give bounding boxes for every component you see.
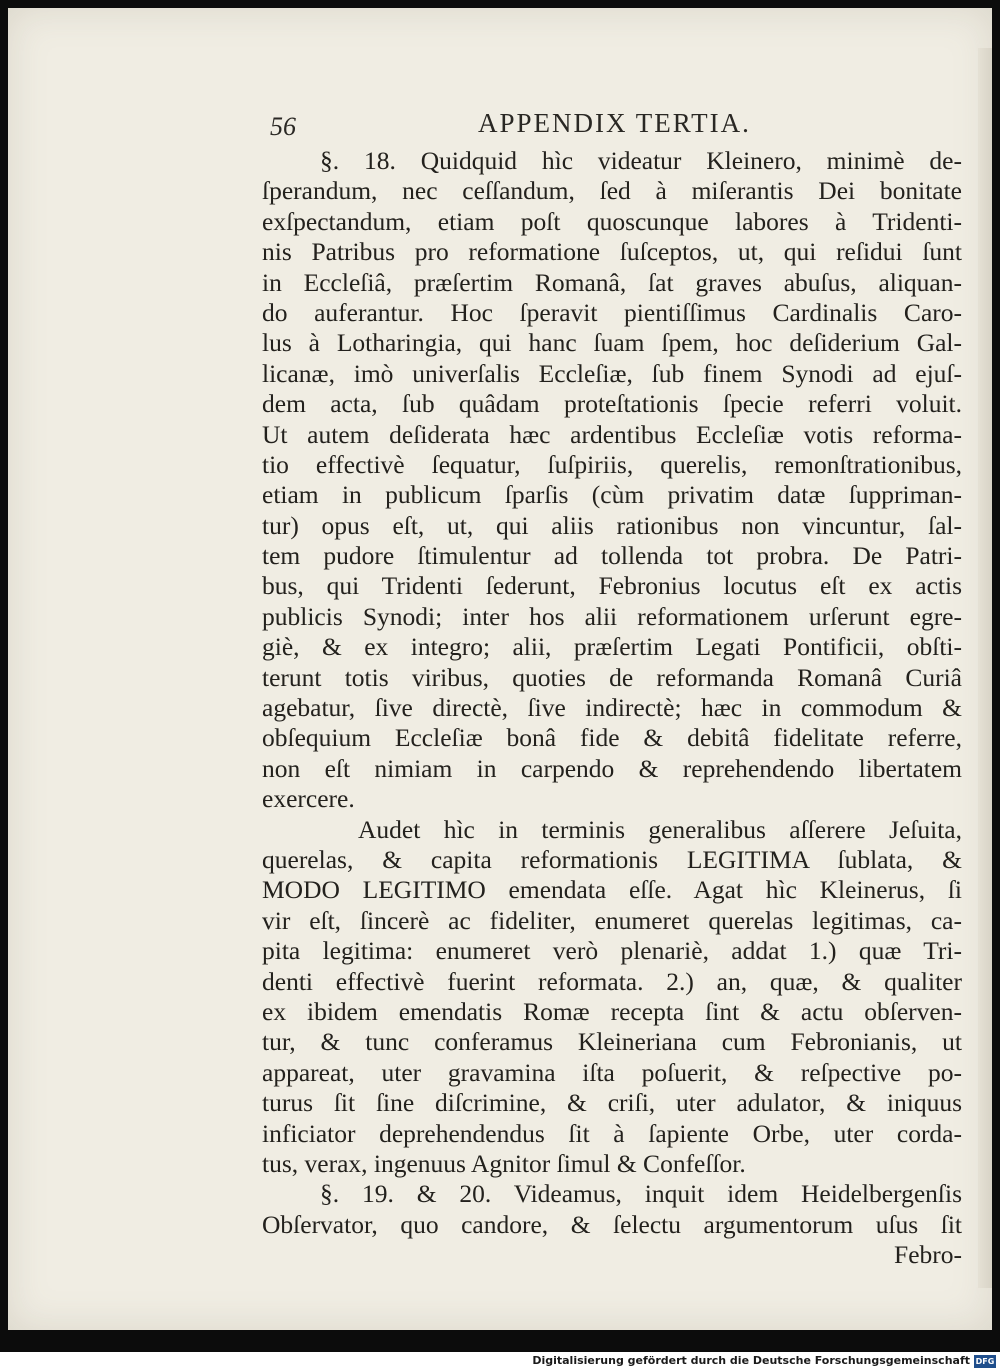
- text-line: tur) opus eſt, ut, qui aliis rationibus non vincuntur, ſal-: [262, 510, 962, 540]
- dfg-logo-icon: DFG: [975, 1357, 995, 1366]
- text-line: non eſt nimiam in carpendo & reprehendendo libertatem: [262, 753, 962, 783]
- text-line: MODO LEGITIMO emendata eſſe. Agat hìc Kleinerus, ſi: [262, 875, 962, 905]
- text-line: do auferantur. Hoc ſperavit pientiſſimus Cardinalis Caro-: [262, 297, 962, 327]
- text-line: tur, & tunc conferamus Kleineriana cum Febronianis, ut: [262, 1027, 962, 1057]
- text-line: Ut autem deſiderata hæc ardentibus Eccleſiæ votis reforma-: [262, 419, 962, 449]
- text-line: Obſervator, quo candore, & ſelectu argumentorum uſus ſit: [262, 1209, 962, 1239]
- text-line: Audet hìc in terminis generalibus aſſerere Jeſuita,: [358, 814, 962, 844]
- page-edge: [978, 48, 992, 1288]
- text-line: exercere.: [262, 784, 355, 814]
- text-line: agebatur, ſive directè, ſive indirectè; hæc in commodum &: [262, 693, 962, 723]
- text-line: publicis Synodi; inter hos alii reformationem urſerunt egre-: [262, 601, 962, 631]
- text-line: appareat, uter gravamina iſta poſuerit, & reſpective po-: [262, 1057, 962, 1087]
- text-line: §. 18. Quidquid hìc videatur Kleinero, minimè de-: [320, 146, 962, 175]
- text-line: nis Patribus pro reformatione ſuſceptos, ut, qui reſidui ſunt: [262, 237, 962, 267]
- text-line: turus ſit ſine diſcrimine, & criſi, uter adulator, & iniquus: [262, 1088, 962, 1118]
- text-line: tem pudore ſtimulentur ad tollenda tot probra. De Patri-: [262, 541, 962, 571]
- text-line: tio effectivè ſequatur, ſuſpiriis, querelis, remonſtrationibus,: [262, 449, 962, 479]
- page-header: [270, 106, 790, 146]
- text-line: tus, verax, ingenuus Agnitor ſimul & Confeſſor.: [262, 1148, 746, 1178]
- text-line: terunt totis viribus, quoties de reformanda Romanâ Curiâ: [262, 662, 962, 692]
- text-line: §. 19. & 20. Videamus, inquit idem Heidelbergenſis: [320, 1179, 962, 1209]
- text-line: lus à Lotharingia, qui hanc ſuam ſpem, hoc deſiderium Gal-: [262, 328, 962, 358]
- text-line: dem acta, ſub quâdam proteſtationis ſpecie referri voluit.: [262, 389, 962, 419]
- text-line: bus, qui Tridenti ſederunt, Febronius locutus eſt ex actis: [262, 571, 962, 601]
- funding-credit: Digitalisierung gefördert durch die Deutsche Forschungsgemeinschaft: [532, 1354, 970, 1367]
- text-line: obſequium Eccleſiæ bonâ fide & debitâ fidelitate referre,: [262, 723, 962, 753]
- text-line: etiam in publicum ſparſis (cùm privatim datæ ſuppriman-: [262, 480, 962, 510]
- text-line: ſperandum, nec ceſſandum, ſed à miſerantis Dei bonitate: [262, 176, 962, 206]
- text-line: denti effectivè fuerint reformata. 2.) an, quæ, & qualiter: [262, 966, 962, 996]
- text-line: inficiator deprehendendus ſit à ſapiente Orbe, uter corda-: [262, 1118, 962, 1148]
- text-line: giè, & ex integro; alii, præſertim Legati Pontificii, obſti-: [262, 632, 962, 662]
- text-line: licanæ, imò univerſalis Eccleſiæ, ſub finem Synodi ad ejuſ-: [262, 358, 962, 388]
- running-head: APPENDIX TERTIA.: [478, 108, 751, 138]
- text-line: querelas, & capita reformationis LEGITIMA ſublata, &: [262, 844, 962, 874]
- text-line: ex ibidem emendatis Romæ recepta ſint & actu obſerven-: [262, 996, 962, 1026]
- text-line: in Eccleſiâ, præſertim Romanâ, ſat graves abuſus, aliquan-: [262, 267, 962, 297]
- text-line: exſpectandum, etiam poſt quoscunque labores à Tridenti-: [262, 206, 962, 236]
- body-text: [262, 146, 962, 1270]
- footer-bar: [0, 1352, 1000, 1372]
- text-line: pita legitima: enumeret verò plenariè, addat 1.) quæ Tri-: [262, 936, 962, 966]
- text-line: vir eſt, ſincerè ac fideliter, enumeret querelas legitimas, ca-: [262, 905, 962, 935]
- catchword: Febro-: [894, 1240, 962, 1270]
- page-number: 56: [270, 112, 296, 141]
